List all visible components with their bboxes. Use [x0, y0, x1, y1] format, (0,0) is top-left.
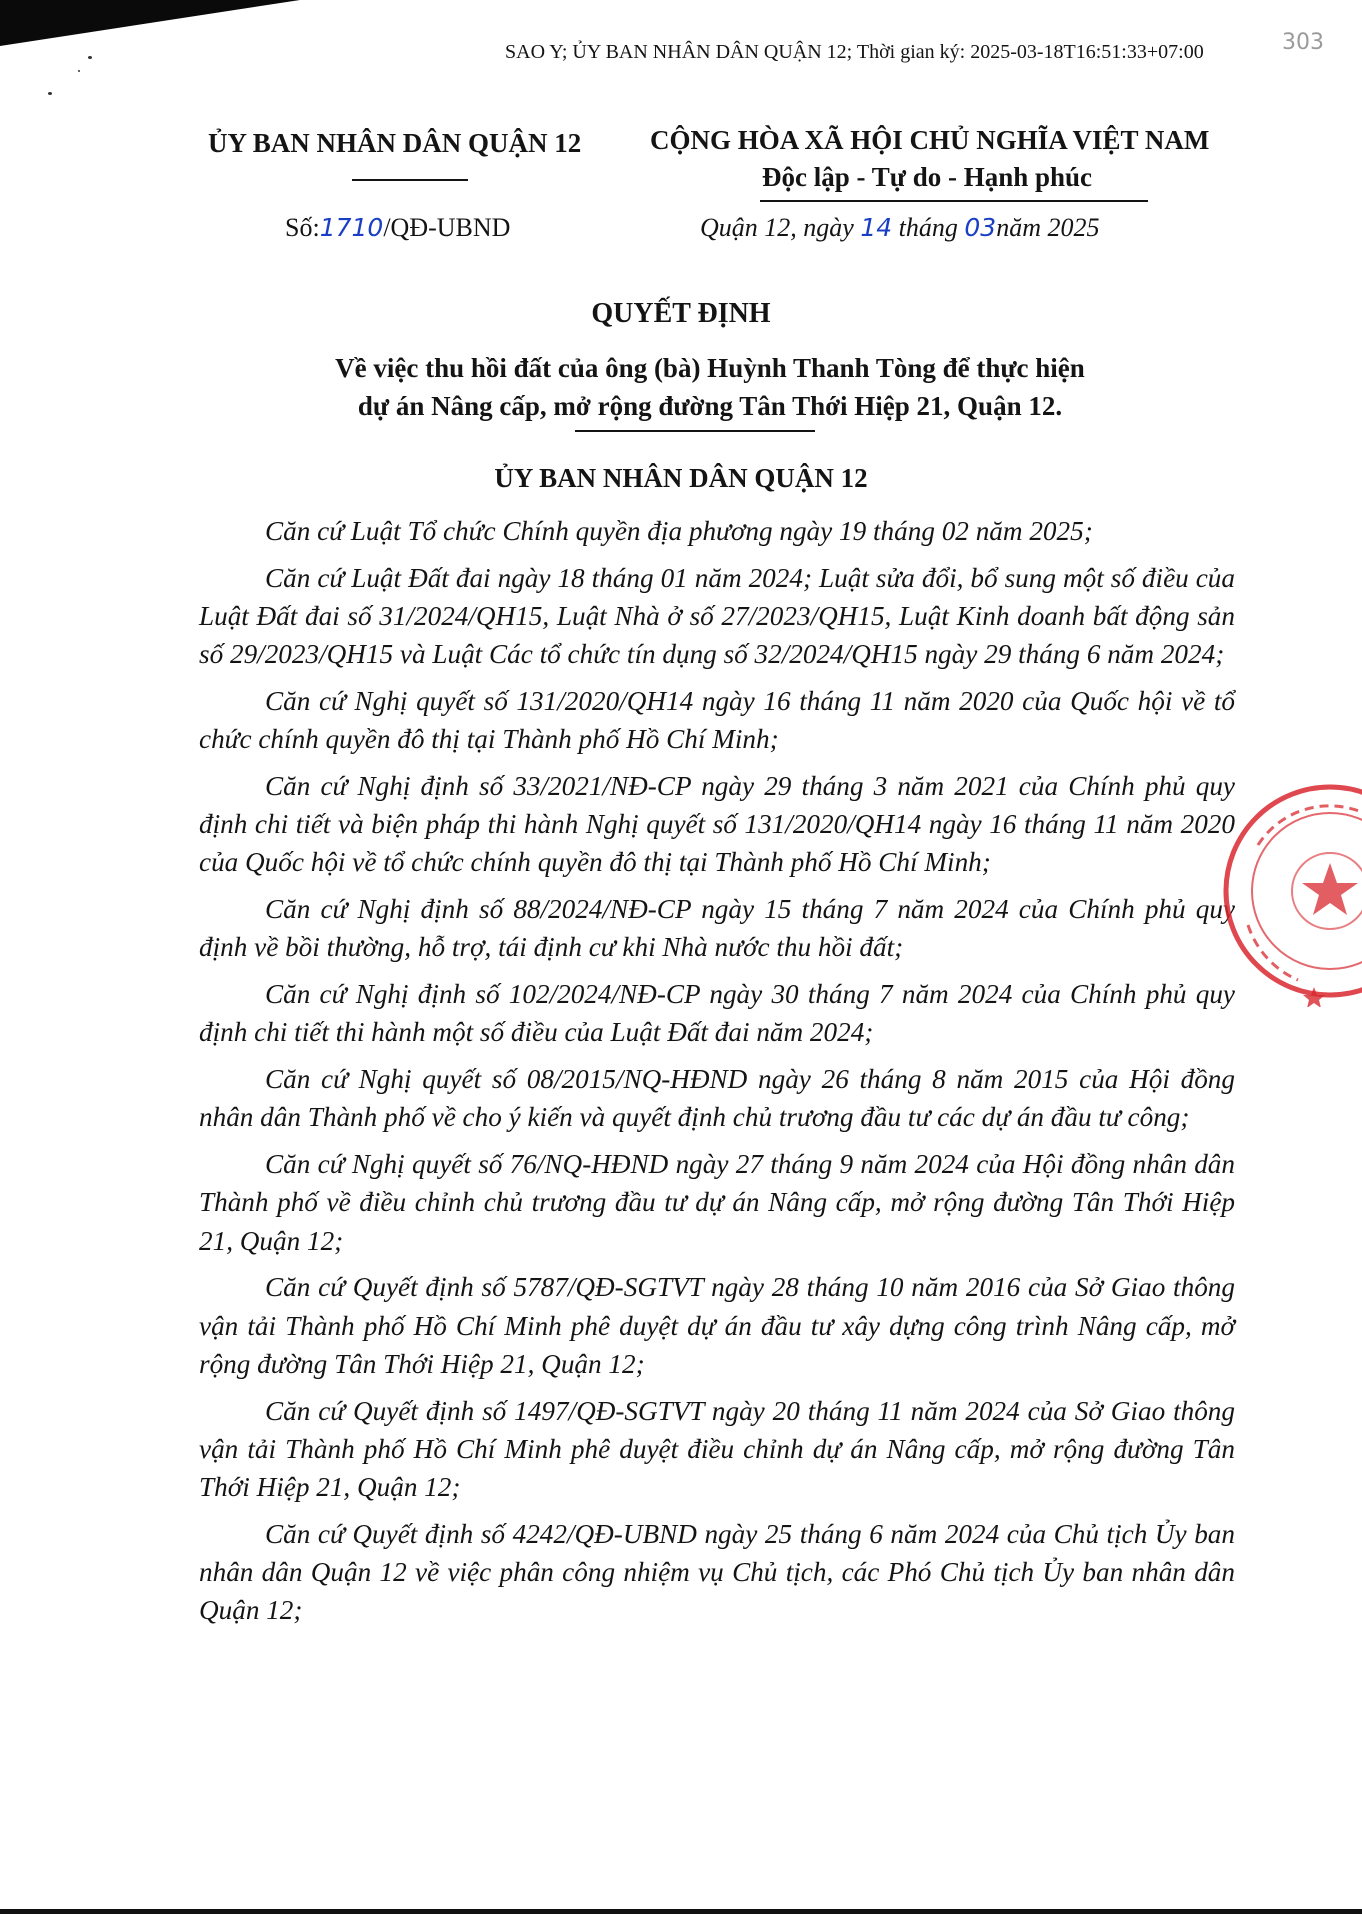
issuing-agency: ỦY BAN NHÂN DÂN QUẬN 12 [208, 128, 582, 158]
date-month-handwritten: 03 [964, 213, 997, 242]
legal-basis-item: Căn cứ Nghị quyết số 76/NQ-HĐND ngày 27 tháng 9 năm 2024 của Hội đồng nhân dân Thành phố về điều chỉnh chủ trương đầu tư dự án Nâng cấp, mở rộng đường Tân Thới Hiệp 21, Quận 12; [199, 1149, 1235, 1256]
legal-basis-item: Căn cứ Nghị định số 88/2024/NĐ-CP ngày 15 tháng 7 năm 2024 của Chính phủ quy định về bồi thường, hỗ trợ, tái định cư khi Nhà nước thu hồi đất; [199, 894, 1235, 963]
legal-basis-item: Căn cứ Nghị quyết số 08/2015/NQ-HĐND ngày 26 tháng 8 năm 2015 của Hội đồng nhân dân Thành phố về cho ý kiến và quyết định chủ trương đầu tư các dự án đầu tư công; [199, 1064, 1235, 1133]
legal-basis-item: Căn cứ Quyết định số 5787/QĐ-SGTVT ngày 28 tháng 10 năm 2016 của Sở Giao thông vận tải Thành phố Hồ Chí Minh phê duyệt dự án đầu tư xây dựng công trình Nâng cấp, mở rộng đường Tân Thới Hiệp 21, Quận 12; [199, 1272, 1235, 1379]
issuing-body: ỦY BAN NHÂN DÂN QUẬN 12 [494, 463, 868, 493]
national-title: CỘNG HÒA XÃ HỘI CHỦ NGHĨA VIỆT NAM [650, 125, 1210, 155]
subject-line-1: Về việc thu hồi đất của ông (bà) Huỳnh Thanh Tòng để thực hiện [335, 353, 1085, 383]
legal-basis-item: Căn cứ Luật Đất đai ngày 18 tháng 01 năm 2024; Luật sửa đổi, bổ sung một số điều của Luật Đất đai số 31/2024/QH15, Luật Nhà ở số 27/2023/QH15, Luật Kinh doanh bất động sản số 29/2023/QH15 và Luật Các tổ chức tín dụng số 32/2024/QH15 ngày 29 tháng 6 năm 2024; [199, 562, 1235, 670]
document-number [285, 213, 510, 243]
scan-speck [88, 56, 92, 59]
legal-basis-item: Căn cứ Nghị quyết số 131/2020/QH14 ngày 16 tháng 11 năm 2020 của Quốc hội về tổ chức chính quyền đô thị tại Thành phố Hồ Chí Minh; [199, 686, 1235, 755]
doc-no-handwritten: 1710 [319, 213, 384, 242]
document-title: QUYẾT ĐỊNH [591, 298, 771, 329]
doc-no-prefix: Số: [285, 213, 320, 242]
national-motto: Độc lập - Tự do - Hạnh phúc [762, 162, 1093, 192]
date-prefix: Quận 12, ngày [700, 213, 861, 242]
legal-basis-item: Căn cứ Luật Tổ chức Chính quyền địa phương ngày 19 tháng 02 năm 2025; [265, 516, 1093, 546]
date-month-label: tháng [892, 213, 965, 242]
legal-basis-list [199, 512, 1235, 1638]
agency-underline [352, 179, 468, 181]
subject-underline [575, 430, 815, 432]
scan-speck [78, 70, 80, 72]
digital-signature-line: SAO Y; ỦY BAN NHÂN DÂN QUẬN 12; Thời gian ký: 2025-03-18T16:51:33+07:00 [505, 41, 1204, 63]
subject-line-2: dự án Nâng cấp, mở rộng đường Tân Thới Hiệp 21, Quận 12. [357, 391, 1063, 421]
seal-graphic [1218, 775, 1362, 1007]
scan-speck [48, 92, 52, 95]
legal-basis-item: Căn cứ Quyết định số 4242/QĐ-UBND ngày 25 tháng 6 năm 2024 của Chủ tịch Ủy ban nhân dân Quận 12 về việc phân công nhiệm vụ Chủ tịch, các Phó Chủ tịch Ủy ban nhân dân Quận 12; [199, 1518, 1235, 1626]
document-date [700, 213, 1099, 243]
official-seal [1218, 775, 1362, 1007]
motto-underline [760, 200, 1148, 202]
date-suffix: năm 2025 [996, 213, 1100, 242]
document-subject [250, 349, 1170, 425]
doc-no-suffix: /QĐ-UBND [383, 213, 511, 242]
legal-basis-item: Căn cứ Nghị định số 102/2024/NĐ-CP ngày 30 tháng 7 năm 2024 của Chính phủ quy định chi tiết thi hành một số điều của Luật Đất đai năm 2024; [199, 979, 1235, 1048]
page-mark: 303 [1282, 30, 1324, 55]
date-day-handwritten: 14 [860, 213, 893, 242]
legal-basis-item: Căn cứ Quyết định số 1497/QĐ-SGTVT ngày 20 tháng 11 năm 2024 của Sở Giao thông vận tải Thành phố Hồ Chí Minh phê duyệt điều chỉnh dự án Nâng cấp, mở rộng đường Tân Thới Hiệp 21, Quận 12; [199, 1395, 1235, 1503]
legal-basis-item: Căn cứ Nghị định số 33/2021/NĐ-CP ngày 29 tháng 3 năm 2021 của Chính phủ quy định chi tiết và biện pháp thi hành Nghị quyết số 131/2020/QH14 ngày 16 tháng 11 năm 2020 của Quốc hội về tổ chức chính quyền đô thị tại Thành phố Hồ Chí Minh; [199, 771, 1235, 878]
scan-edge-shadow [0, 0, 300, 46]
scan-bottom-edge [0, 1909, 1362, 1914]
